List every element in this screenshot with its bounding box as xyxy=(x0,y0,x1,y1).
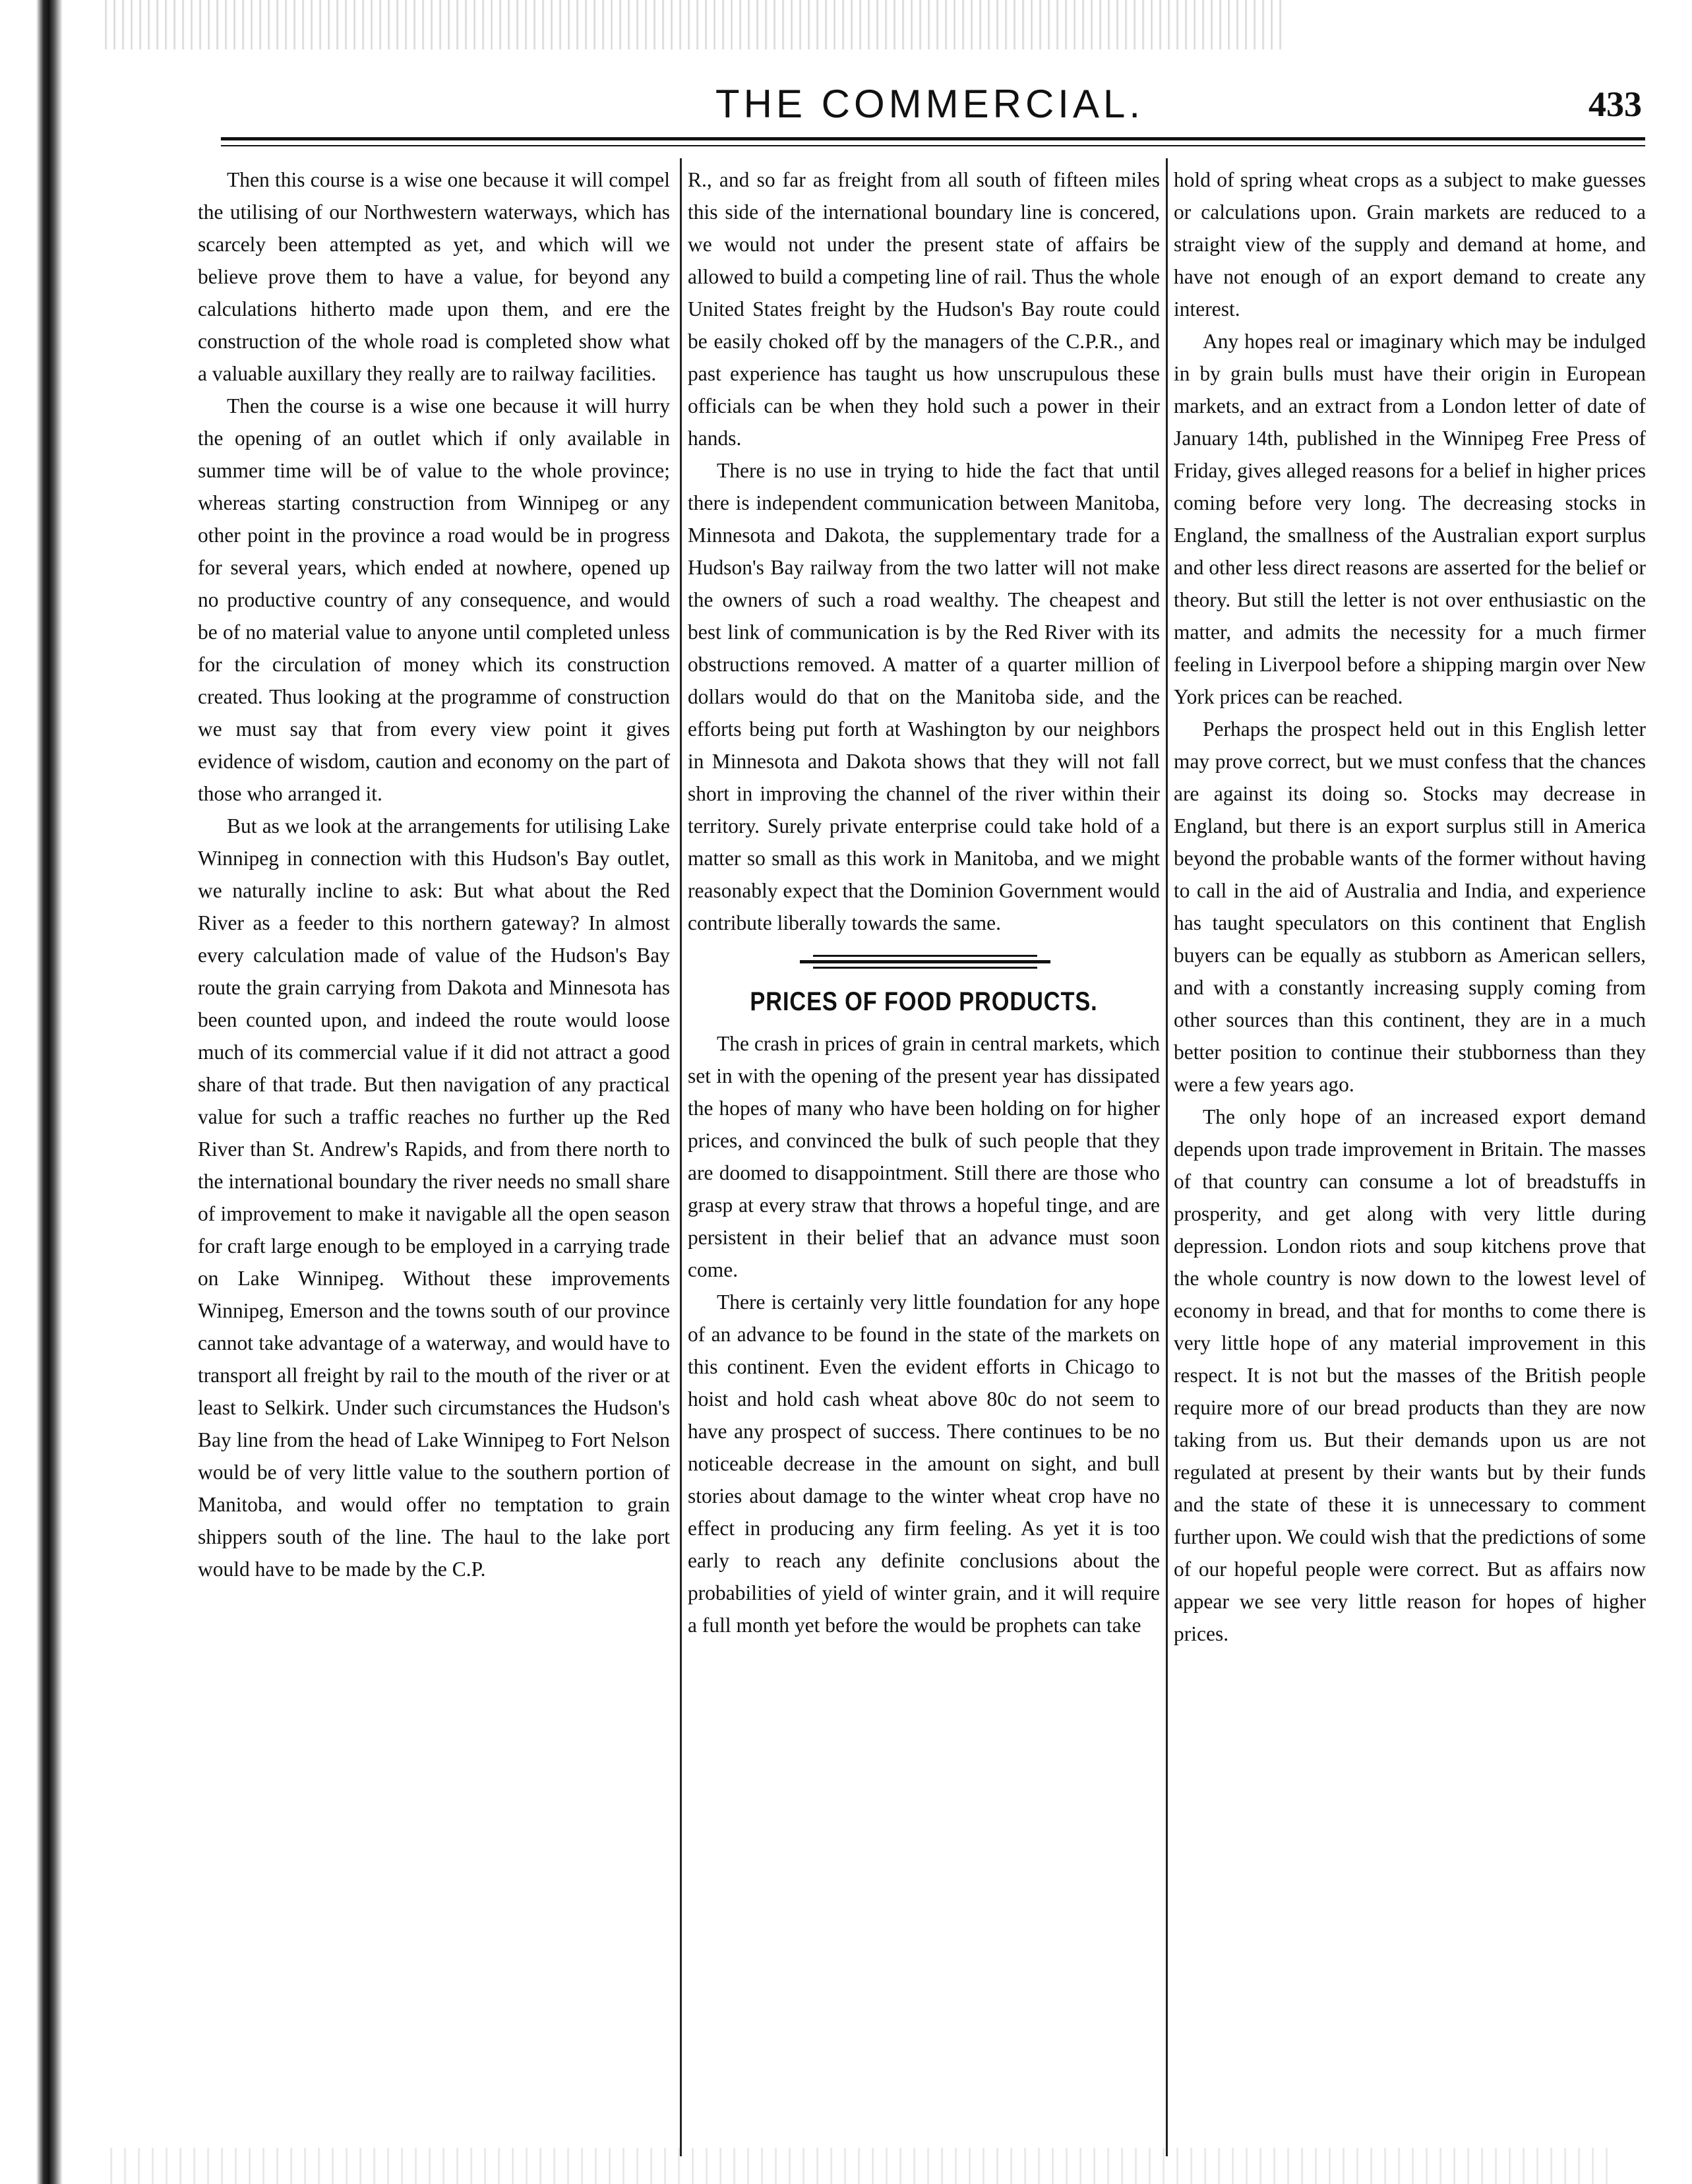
paragraph: R., and so far as freight from all south of fifteen miles this side of the international boundary line is concered, we would not under the present state of affairs be allowed to build a competing line of rail. Thus the whole United States freight by the Hudson's Bay route could be easily choked off by the managers of the C.P.R., and past experience has taught us how unscrupulous these officials can be when they hold such a power in their hands. xyxy=(688,168,1160,450)
header-rule-thin xyxy=(221,145,1645,146)
publication-title: THE COMMERCIAL. xyxy=(715,82,1145,126)
binding-shadow xyxy=(0,0,63,2184)
column-2 xyxy=(688,164,1160,1641)
column-3 xyxy=(1174,164,1646,1650)
paragraph: Then the course is a wise one because it will hurry the opening of an outlet which if only available in summer time will be of value to the whole province; whereas starting construction from Winnipeg or any other point in the province a road would be in progress for several years, which ended at nowhere, opened up no productive country of any consequence, and would be of no material value to anyone until completed unless for the circulation of money which its construction created. Thus looking at the programme of construction we must say that from every view point it gives evidence of wisdom, caution and economy on the part of those who arranged it. xyxy=(198,394,670,805)
column-1 xyxy=(198,164,670,1585)
column-divider xyxy=(680,158,682,2156)
paragraph: Perhaps the prospect held out in this English letter may prove correct, but we must confess that the chances are against its doing so. Stocks may decrease in England, but there is an export surplus still in America beyond the probable wants of the former without having to call in the aid of Australia and India, and experience has taught speculators on this continent that English buyers can be equally as stubborn as American sellers, and with a constantly increasing supply coming from other sources than this continent, they are in a much better position to continue their stubborness than they were a few years ago. xyxy=(1174,717,1646,1096)
page-number: 433 xyxy=(1588,84,1642,124)
masthead xyxy=(218,78,1642,131)
header-rule xyxy=(221,137,1645,140)
article-headline: PRICES OF FOOD PRODUCTS. xyxy=(750,987,1098,1016)
paragraph: The crash in prices of grain in central markets, which set in with the opening of the present year has dissipated the hopes of many who have been holding on for higher prices, and convinced the bulk of such people that they are doomed to disappointment. Still there are those who grasp at every straw that throws a hopeful tinge, and are persistent in their belief that an advance must soon come. xyxy=(688,1032,1160,1281)
section-separator xyxy=(688,948,1160,975)
paragraph: hold of spring wheat crops as a subject to make guesses or calculations upon. Grain markets are reduced to a straight view of the supply and demand at home, and have not enough of an export demand to create any interest. xyxy=(1174,168,1646,320)
paragraph: But as we look at the arrangements for utilising Lake Winnipeg in connection with this Hudson's Bay outlet, we naturally incline to ask: But what about the Red River as a feeder to this northern gateway? In almost every calculation made of value of the Hudson's Bay route the grain carrying from Dakota and Minnesota has been counted upon, and indeed the route would loose much of its commercial value if it did not attract a good share of that trade. But then navigation of any practical value for such a traffic reaches no further up the Red River than St. Andrew's Rapids, and from there north to the international boundary the river needs no small share of improvement to make it navigable all the open season for craft large enough to be employed in a carrying trade on Lake Winnipeg. Without these improvements Winnipeg, Emerson and the towns south of our province cannot take advantage of a waterway, and would have to transport all freight by rail to the mouth of the river or at least to Selkirk. Under such circumstances the Hudson's Bay line from the head of Lake Winnipeg to Fort Nelson would be of very little value to the southern portion of Manitoba, and would offer no temptation to grain shippers south of the line. The haul to the lake port would have to be made by the C.P. xyxy=(198,814,670,1581)
column-divider xyxy=(1166,158,1168,2156)
paragraph: The only hope of an increased export demand depends upon trade improvement in Britain. The masses of that country can consume a lot of breadstuffs in prosperity, and get along with very little during depression. London riots and soup kitchens prove that the whole country is now down to the lowest level of economy in bread, and that for months to come there is very little hope of any material improvement in this respect. It is not but the masses of the British people require more of our bread products than they are now taking from us. But their demands upon us are not regulated at present by their wants but by their funds and the state of these it is unnecessary to comment further upon. We could wish that the predictions of some of our hopeful people were correct. But as affairs now appear we see very little reason for hopes of higher prices. xyxy=(1174,1105,1646,1645)
paragraph: Then this course is a wise one because it will compel the utilising of our Northwestern waterways, which has scarcely been attempted as yet, and which will we believe prove them to have a value, for beyond any calculations hitherto made upon them, and ere the construction of the whole road is completed show what a valuable auxillary they really are to railway facilities. xyxy=(198,168,670,385)
scan-noise-top xyxy=(99,0,1286,49)
paragraph: There is no use in trying to hide the fact that until there is independent communication between Manitoba, Minnesota and Dakota, the supplementary trade for a Hudson's Bay railway from the two latter will not make the owners of such a road wealthy. The cheapest and best link of communication is by the Red River with its obstructions removed. A matter of a quarter million of dollars would do that on the Manitoba side, and the efforts being put forth at Washington by our neighbors in Minnesota and Dakota shows that they will not fall short in improving the channel of the river within their territory. Surely private enterprise could take hold of a matter so small as this work in Manitoba, and we might reasonably expect that the Dominion Government would contribute liberally towards the same. xyxy=(688,459,1160,934)
scan-noise-bottom xyxy=(99,2148,1616,2184)
paragraph: There is certainly very little foundation for any hope of an advance to be found in the state of the markets on this continent. Even the evident efforts in Chicago to hoist and hold cash wheat above 80c do not seem to have any prospect of success. There continues to be no noticeable decrease in the amount on sight, and bull stories about damage to the winter wheat crop have no effect in producing any firm feeling. As yet it is too early to reach any definite conclusions about the probabilities of yield of winter grain, and it will require a full month yet before the would be prophets can take xyxy=(688,1290,1160,1637)
paragraph: Any hopes real or imaginary which may be indulged in by grain bulls must have their origin in European markets, and an extract from a London letter of date of January 14th, published in the Winnipeg Free Press of Friday, gives alleged reasons for a belief in higher prices coming before very long. The decreasing stocks in England, the smallness of the Australian export surplus and other less direct reasons are asserted for the belief or theory. But still the letter is not over enthusiastic on the matter, and admits the necessity for a much firmer feeling in Liverpool before a shipping margin over New York prices can be reached. xyxy=(1174,330,1646,708)
